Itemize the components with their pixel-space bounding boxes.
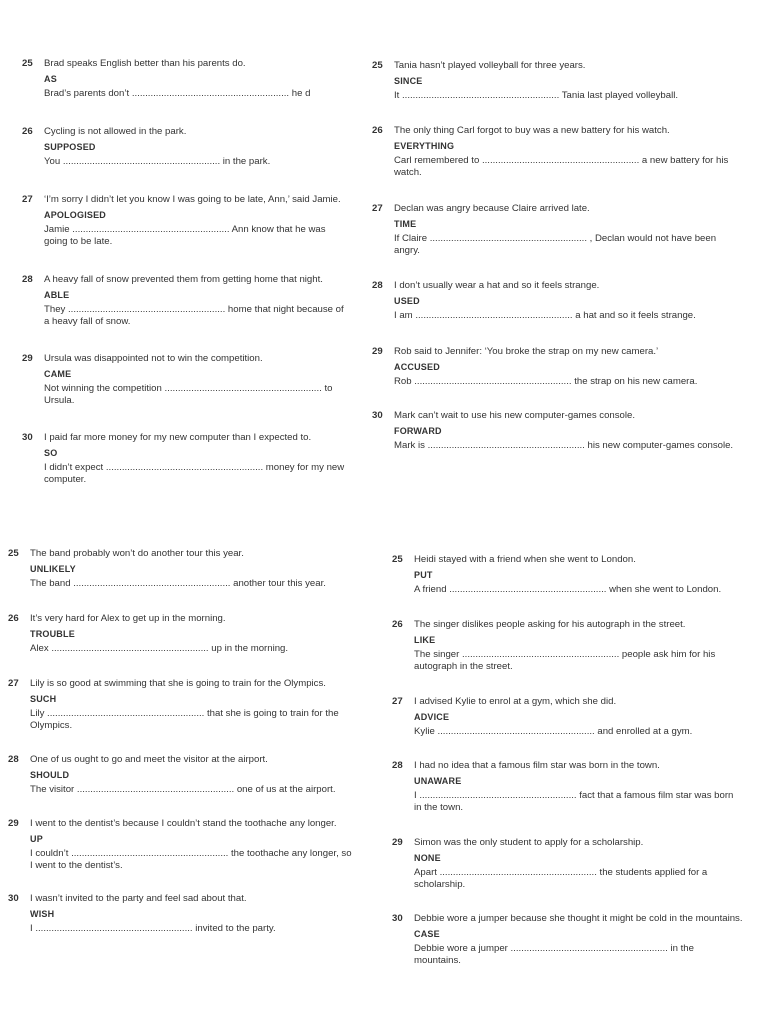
key-word: UNLIKELY: [30, 564, 76, 574]
question-item: [372, 280, 752, 322]
question-prompt: Heidi stayed with a friend when she went to London.: [414, 554, 636, 565]
key-word: SHOULD: [30, 770, 70, 780]
question-item: [8, 893, 372, 935]
question-number: 29: [22, 353, 33, 364]
question-item: [392, 913, 748, 967]
question-item: [22, 194, 368, 248]
question-prompt: I had no idea that a famous film star was born in the town.: [414, 760, 660, 771]
question-item: [392, 619, 748, 673]
answer-line[interactable]: Jamie ........................................................... Ann know that he was going to be late.: [44, 224, 326, 247]
question-number: 27: [8, 678, 19, 689]
question-item: [372, 346, 752, 388]
question-prompt: Declan was angry because Claire arrived late.: [394, 203, 590, 214]
question-item: [8, 818, 372, 872]
question-item: [8, 613, 372, 655]
answer-line[interactable]: I couldn’t ........................................................... the toothache any longer, so I went to the dentist’s.: [30, 848, 352, 871]
key-word: ADVICE: [414, 712, 450, 722]
key-word: CASE: [414, 929, 440, 939]
key-word: EVERYTHING: [394, 141, 455, 151]
answer-line[interactable]: I didn’t expect ........................................................... money for my new computer.: [44, 462, 345, 485]
question-prompt: Brad speaks English better than his parents do.: [44, 58, 246, 69]
answer-line[interactable]: I ........................................................... fact that a famous film star was born in the town.: [414, 790, 734, 813]
answer-line[interactable]: The singer ........................................................... people ask him for his autograph in the street.: [414, 649, 716, 672]
question-prompt: I don’t usually wear a hat and so it feels strange.: [394, 280, 600, 291]
question-item: [22, 274, 368, 328]
question-number: 28: [8, 754, 19, 765]
question-number: 25: [8, 548, 19, 559]
answer-line[interactable]: If Claire ........................................................... , Declan would not have been angry.: [394, 233, 717, 256]
question-item: [372, 125, 752, 179]
question-number: 28: [372, 280, 383, 291]
question-item: [392, 554, 748, 596]
question-prompt: It’s very hard for Alex to get up in the morning.: [30, 613, 226, 624]
question-number: 29: [372, 346, 383, 357]
question-prompt: Mark can’t wait to use his new computer-games console.: [394, 410, 636, 421]
question-number: 27: [392, 696, 403, 707]
question-item: [8, 678, 372, 732]
key-word: AS: [44, 74, 57, 84]
question-item: [22, 353, 368, 407]
question-number: 26: [372, 125, 383, 136]
question-item: [22, 58, 368, 100]
question-item: [22, 432, 368, 486]
question-number: 25: [392, 554, 403, 565]
key-word: CAME: [44, 369, 72, 379]
question-number: 30: [392, 913, 403, 924]
key-word: SUPPOSED: [44, 142, 96, 152]
answer-line[interactable]: I ........................................................... invited to the party.: [30, 923, 276, 934]
question-prompt: I advised Kylie to enrol at a gym, which she did.: [414, 696, 617, 707]
question-number: 30: [22, 432, 33, 443]
question-prompt: Debbie wore a jumper because she thought it might be cold in the mountains.: [414, 913, 743, 924]
question-number: 26: [8, 613, 19, 624]
answer-line[interactable]: Kylie ........................................................... and enrolled at a gym.: [414, 726, 693, 737]
key-word: UNAWARE: [414, 776, 462, 786]
question-prompt: I went to the dentist’s because I couldn’t stand the toothache any longer.: [30, 818, 337, 829]
answer-line[interactable]: It ........................................................... Tania last played volleyball.: [394, 90, 679, 101]
answer-line[interactable]: Mark is ........................................................... his new computer-games console.: [394, 440, 734, 451]
question-number: 26: [22, 126, 33, 137]
question-number: 25: [22, 58, 33, 69]
question-prompt: The singer dislikes people asking for his autograph in the street.: [414, 619, 686, 630]
answer-line[interactable]: The band ........................................................... another tour this year.: [30, 578, 326, 589]
question-item: [372, 203, 752, 257]
question-number: 30: [372, 410, 383, 421]
question-number: 28: [22, 274, 33, 285]
question-prompt: Simon was the only student to apply for a scholarship.: [414, 837, 644, 848]
question-number: 28: [392, 760, 403, 771]
question-prompt: A heavy fall of snow prevented them from getting home that night.: [44, 274, 323, 285]
question-number: 29: [392, 837, 403, 848]
key-word: PUT: [414, 570, 433, 580]
question-prompt: Rob said to Jennifer: ‘You broke the strap on my new camera.’: [394, 346, 659, 357]
question-prompt: I paid far more money for my new computer than I expected to.: [44, 432, 312, 443]
answer-line[interactable]: Carl remembered to ........................................................... a new battery for his watch.: [394, 155, 729, 178]
question-item: [8, 548, 372, 590]
key-word: NONE: [414, 853, 441, 863]
question-item: [372, 410, 752, 452]
answer-line[interactable]: Debbie wore a jumper ........................................................... in the mountains.: [414, 943, 694, 966]
key-word: UP: [30, 834, 43, 844]
key-word: WISH: [30, 909, 55, 919]
question-prompt: One of us ought to go and meet the visitor at the airport.: [30, 754, 268, 765]
question-number: 27: [372, 203, 383, 214]
question-item: [392, 837, 748, 891]
answer-line[interactable]: You ........................................................... in the park.: [44, 156, 271, 167]
answer-line[interactable]: I am ........................................................... a hat and so it feels strange.: [394, 310, 696, 321]
key-word: LIKE: [414, 635, 436, 645]
key-word: ABLE: [44, 290, 70, 300]
key-word: APOLOGISED: [44, 210, 107, 220]
key-word: USED: [394, 296, 420, 306]
key-word: ACCUSED: [394, 362, 440, 372]
answer-line[interactable]: Apart ........................................................... the students applied for a scholarship.: [414, 867, 708, 890]
question-item: [22, 126, 368, 168]
question-item: [372, 60, 752, 102]
answer-line[interactable]: Alex ........................................................... up in the morning.: [30, 643, 289, 654]
question-number: 29: [8, 818, 19, 829]
answer-line[interactable]: A friend ........................................................... when she went to London.: [414, 584, 722, 595]
answer-line[interactable]: Not winning the competition ........................................................... to Ursula.: [44, 383, 333, 406]
question-prompt: The band probably won’t do another tour this year.: [30, 548, 244, 559]
answer-line[interactable]: Lily ........................................................... that she is going to train for the Olympics.: [30, 708, 339, 731]
key-word: TIME: [394, 219, 417, 229]
answer-line[interactable]: Brad’s parents don’t ........................................................... he d: [44, 88, 311, 99]
answer-line[interactable]: Rob ........................................................... the strap on his new camera.: [394, 376, 698, 387]
answer-line[interactable]: They ........................................................... home that night because of a heavy fall of snow.: [44, 304, 344, 327]
question-prompt: Cycling is not allowed in the park.: [44, 126, 187, 137]
question-item: [392, 760, 748, 814]
key-word: SUCH: [30, 694, 57, 704]
question-item: [392, 696, 748, 738]
question-prompt: I wasn’t invited to the party and feel sad about that.: [30, 893, 247, 904]
question-number: 25: [372, 60, 383, 71]
question-prompt: Ursula was disappointed not to win the competition.: [44, 353, 263, 364]
question-number: 30: [8, 893, 19, 904]
key-word: SO: [44, 448, 58, 458]
question-number: 26: [392, 619, 403, 630]
key-word: SINCE: [394, 76, 423, 86]
key-word: FORWARD: [394, 426, 442, 436]
answer-line[interactable]: The visitor ........................................................... one of us at the airport.: [30, 784, 336, 795]
question-prompt: ‘I’m sorry I didn’t let you know I was going to be late, Ann,’ said Jamie.: [44, 194, 341, 205]
key-word: TROUBLE: [30, 629, 75, 639]
question-number: 27: [22, 194, 33, 205]
question-prompt: Tania hasn’t played volleyball for three years.: [394, 60, 586, 71]
question-prompt: Lily is so good at swimming that she is going to train for the Olympics.: [30, 678, 326, 689]
question-item: [8, 754, 372, 796]
question-prompt: The only thing Carl forgot to buy was a new battery for his watch.: [394, 125, 670, 136]
